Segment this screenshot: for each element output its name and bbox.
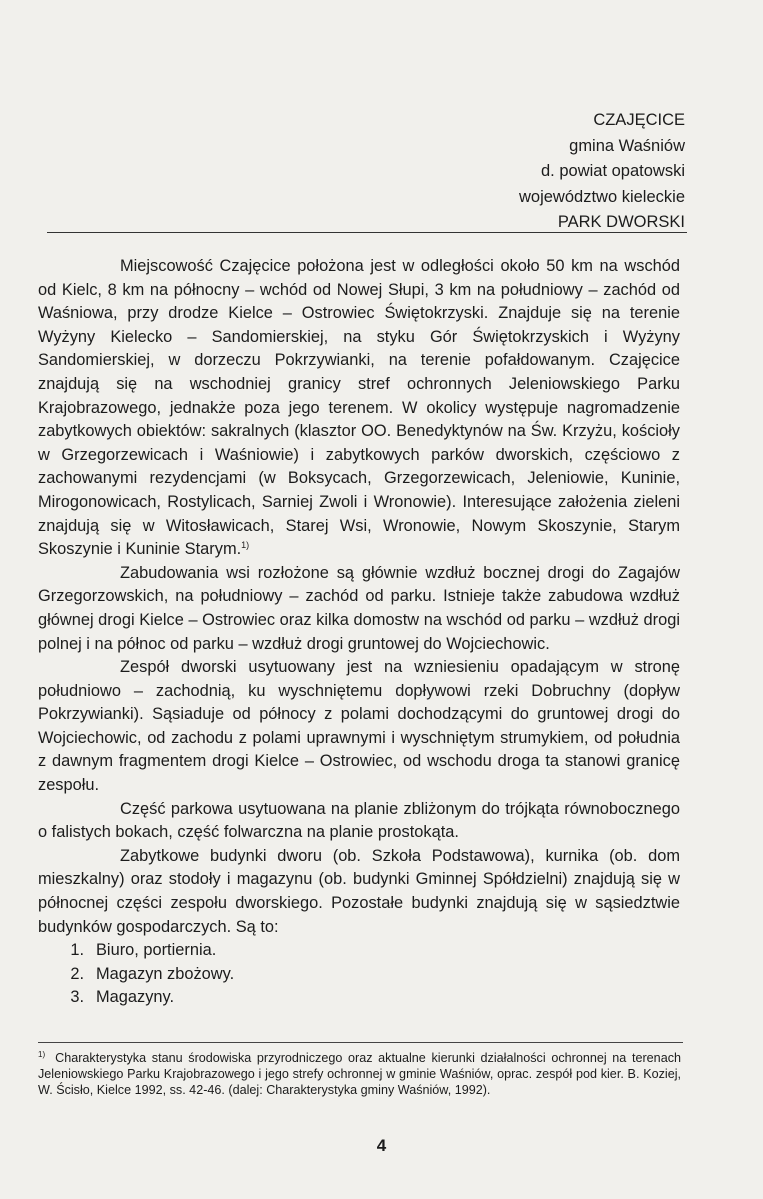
list-item: 2. Magazyn zbożowy. bbox=[70, 964, 235, 983]
paragraph-buildings: Zabudowania wsi rozłożone są głównie wzdłuż bocznej drogi do Zagajów Grzegorzowskich, na południowy – zachód od parku. Istnieje także zabudowa wzdłuż głównej drogi Kielce – Ostrowiec oraz kilka domostw na wschód od parku – wzdłuż drogi polnej i na północ od parku – wzdłuż drogi gruntowej do Wojciechowic. bbox=[38, 563, 680, 653]
paragraph-location: Miejscowość Czajęcice położona jest w odległości około 50 km na wschód od Kielc, 8 km na północny – wchód od Nowej Słupi, 3 km na południowy – zachód od Waśniowa, przy drodze Kielce – Ostrowiec Świętokrzyski. Znajduje się na terenie Wyżyny Kielecko – Sandomierskiej, na styku Gór Świętokrzyskich i Wyżyny Sandomierskiej, w dorzeczu Pokrzywianki, na terenie pofałdowanym. Czajęcice znajdują się na wschodniej granicy stref ochronnych Jeleniowskiego Parku Krajobrazowego, jednakże poza jego terenem. W okolicy występuje nagromadzenie zabytkowych obiektów: sakralnych (klasztor OO. Benedyktynów na Św. Krzyżu, kościoły w Grzegorzewicach i Waśniowie) i zabytkowych parków dworskich, częściowo z zachowanymi rezydencjami (w Boksycach, Grzegorzewicach, Jeleniowie, Kuninie, Mirogonowicach, Rostylicach, Sarniej Zwoli i Wronowie). Interesujące założenia zieleni znajdują się w Witosławicach, Starej Wsi, Wronowie, Nowym Skoszynie, Starym Skoszynie i Kuninie Starym.$^{1)}$ bbox=[38, 257, 680, 559]
page-number: 4 bbox=[376, 1136, 387, 1155]
footnote-reference: 1) bbox=[241, 540, 250, 551]
footnote-divider bbox=[38, 1042, 683, 1043]
paragraph-park-plan: Część parkowa usytuowana na planie zbliżonym do trójkąta równobocznego o falistych bokach, część folwarczna na planie prostokąta. bbox=[38, 799, 680, 842]
voivodeship-name: województwo kieleckie bbox=[519, 187, 685, 206]
building-list bbox=[38, 939, 680, 1010]
category-label: PARK DWORSKI bbox=[557, 213, 685, 231]
footnote-mark: 1) bbox=[38, 1050, 46, 1059]
place-name: CZAJĘCICE bbox=[593, 111, 685, 129]
paragraph-historic-buildings: Zabytkowe budynki dworu (ob. Szkoła Podstawowa), kurnika (ob. dom mieszkalny) oraz stodoły i magazynu (ob. budynki Gminnej Spółdzielni) znajdują się w północnej części zespołu dworskiego. Pozostałe budynki znajdują się w sąsiedztwie budynków gospodarczych. Są to: bbox=[38, 846, 680, 936]
main-text bbox=[38, 255, 680, 1010]
county-name: d. powiat opatowski bbox=[541, 162, 685, 180]
page-header bbox=[285, 108, 685, 236]
commune-name: gmina Waśniów bbox=[569, 136, 685, 155]
footnote-text: Charakterystyka stanu środowiska przyrodniczego oraz aktualne kierunki działalności ochronnej na terenach Jeleniowskiego Parku Krajobrazowego i jego strefy ochronnej w gminie Waśniów, oprac. zespół pod kier. B. Koziej, W. Ścisło, Kielce 1992, ss. 42-46. (dalej: Charakterystyka gminy Waśniów, 1992). bbox=[38, 1051, 681, 1097]
list-item: 3. Magazyny. bbox=[70, 988, 175, 1007]
list-item: 1. Biuro, portiernia. bbox=[70, 941, 217, 960]
paragraph-manor-site: Zespół dworski usytuowany jest na wzniesieniu opadającym w stronę południowo – zachodnią, ku wyschniętemu dopływowi rzeki Dobruchny (dopływ Pokrzywianki). Sąsiaduje od północy z polami dochodzącymi do gruntowej drogi do Wojciechowic, od zachodu z polami uprawnymi i wyschniętym strumykiem, od południa z dawnym fragmentem drogi Kielce – Ostrowiec, od wschodu droga ta stanowi granicę zespołu. bbox=[38, 658, 680, 795]
header-divider bbox=[47, 232, 687, 233]
footnote bbox=[38, 1047, 681, 1098]
